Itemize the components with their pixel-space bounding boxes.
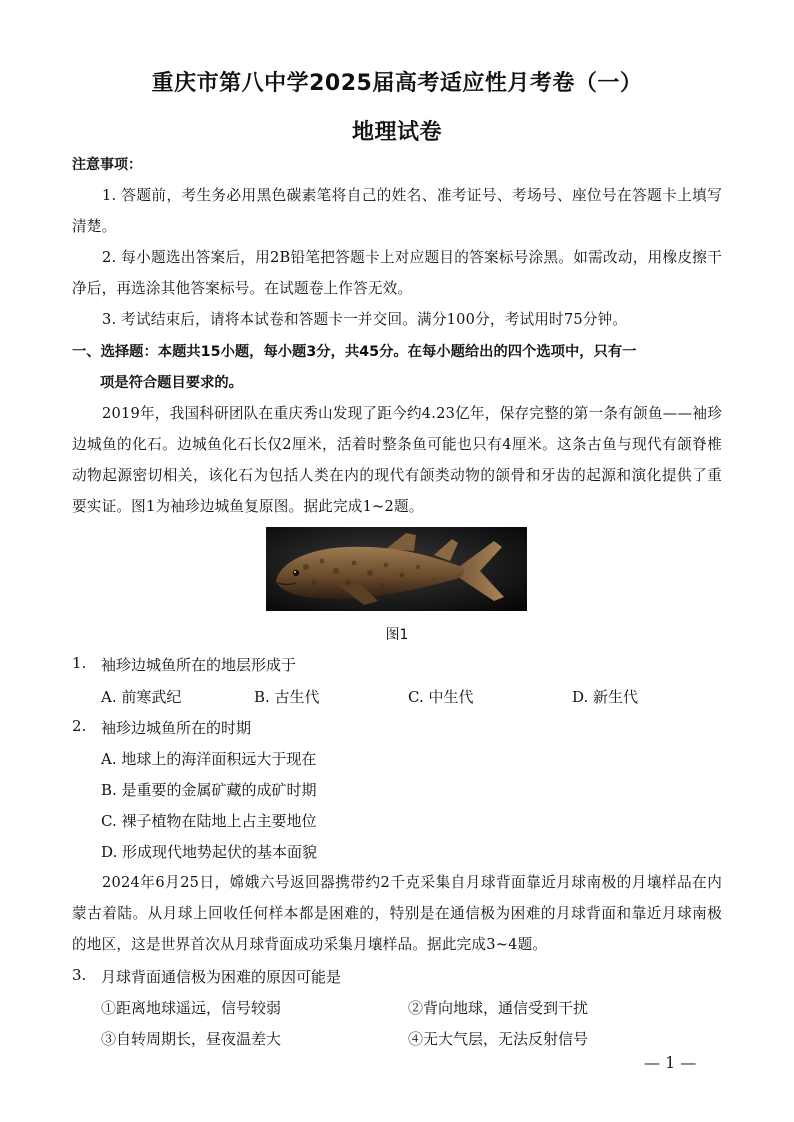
notice-item-1: 1. 答题前，考生务必用黑色碳素笔将自己的姓名、准考证号、考场号、座位号在答题卡上填写清楚。 <box>72 187 722 235</box>
fish-illustration <box>266 527 527 611</box>
q3-option-2: ②背向地球，通信受到干扰 <box>408 999 589 1017</box>
figure-1-fish-image <box>266 527 527 611</box>
passage-2: 2024年6月25日，嫦娥六号返回器携带约2千克采集自月球背面靠近月球南极的月壤样品在内蒙古着陆。从月球上回收任何样本都是困难的，特别是在通信极为困难的月球背面和靠近月球南极的地区，这是世界首次从月球背面成功采集月壤样品。据此完成3~4题。 <box>72 874 722 953</box>
q2-option-c: C. 裸子植物在陆地上占主要地位 <box>101 812 317 830</box>
notice-heading: 注意事项： <box>72 157 142 173</box>
exam-subtitle: 地理试卷 <box>351 120 442 145</box>
notice-item-3: 3. 考试结束后，请将本试卷和答题卡一并交回。满分100分，考试用时75分钟。 <box>102 311 628 328</box>
q1-stem: 袖珍边城鱼所在的地层形成于 <box>101 656 297 674</box>
q2-stem: 袖珍边城鱼所在的时期 <box>101 719 252 737</box>
q2-option-a: A. 地球上的海洋面积远大于现在 <box>101 750 317 768</box>
q3-stem: 月球背面通信极为困难的原因可能是 <box>101 968 342 986</box>
q1-option-c: C. 中生代 <box>408 688 474 706</box>
q3-option-3: ③自转周期长，昼夜温差大 <box>101 1030 282 1048</box>
exam-title: 重庆市第八中学2025届高考适应性月考卷（一） <box>151 71 643 96</box>
notice-item-2: 2. 每小题选出答案后，用2B铅笔把答题卡上对应题目的答案标号涂黑。如需改动，用橡皮擦干净后，再选涂其他答案标号。在试题卷上作答无效。 <box>72 249 722 297</box>
q2-option-d: D. 形成现代地势起伏的基本面貌 <box>101 843 318 861</box>
page-number: — 1 — <box>644 1053 697 1072</box>
q3-number: 3. <box>72 966 87 984</box>
q1-option-d: D. 新生代 <box>572 688 639 706</box>
passage-1: 2019年，我国科研团队在重庆秀山发现了距今约4.23亿年，保存完整的第一条有颌鱼——袖珍边城鱼的化石。边城鱼化石长仅2厘米，活着时整条鱼可能也只有4厘米。这条古鱼与现代有颌脊椎动物起源密切相关，该化石为包括人类在内的现代有颌类动物的颌骨和牙齿的起源和演化提供了重要实证。图1为袖珍边城鱼复原图。据此完成1~2题。 <box>72 405 722 515</box>
q2-number: 2. <box>72 717 87 735</box>
section-heading-line2: 项是符合题目要求的。 <box>100 375 243 391</box>
figure-1-caption: 图1 <box>385 627 409 643</box>
q2-option-b: B. 是重要的金属矿藏的成矿时期 <box>101 781 317 799</box>
q1-number: 1. <box>72 654 87 672</box>
q1-option-a: A. 前寒武纪 <box>101 688 182 706</box>
q3-option-4: ④无大气层，无法反射信号 <box>408 1030 589 1048</box>
section-heading-line1: 一、选择题：本题共15小题，每小题3分，共45分。在每小题给出的四个选项中，只有一 <box>72 344 637 360</box>
q1-option-b: B. 古生代 <box>254 688 320 706</box>
q3-option-1: ①距离地球遥远，信号较弱 <box>101 999 282 1017</box>
